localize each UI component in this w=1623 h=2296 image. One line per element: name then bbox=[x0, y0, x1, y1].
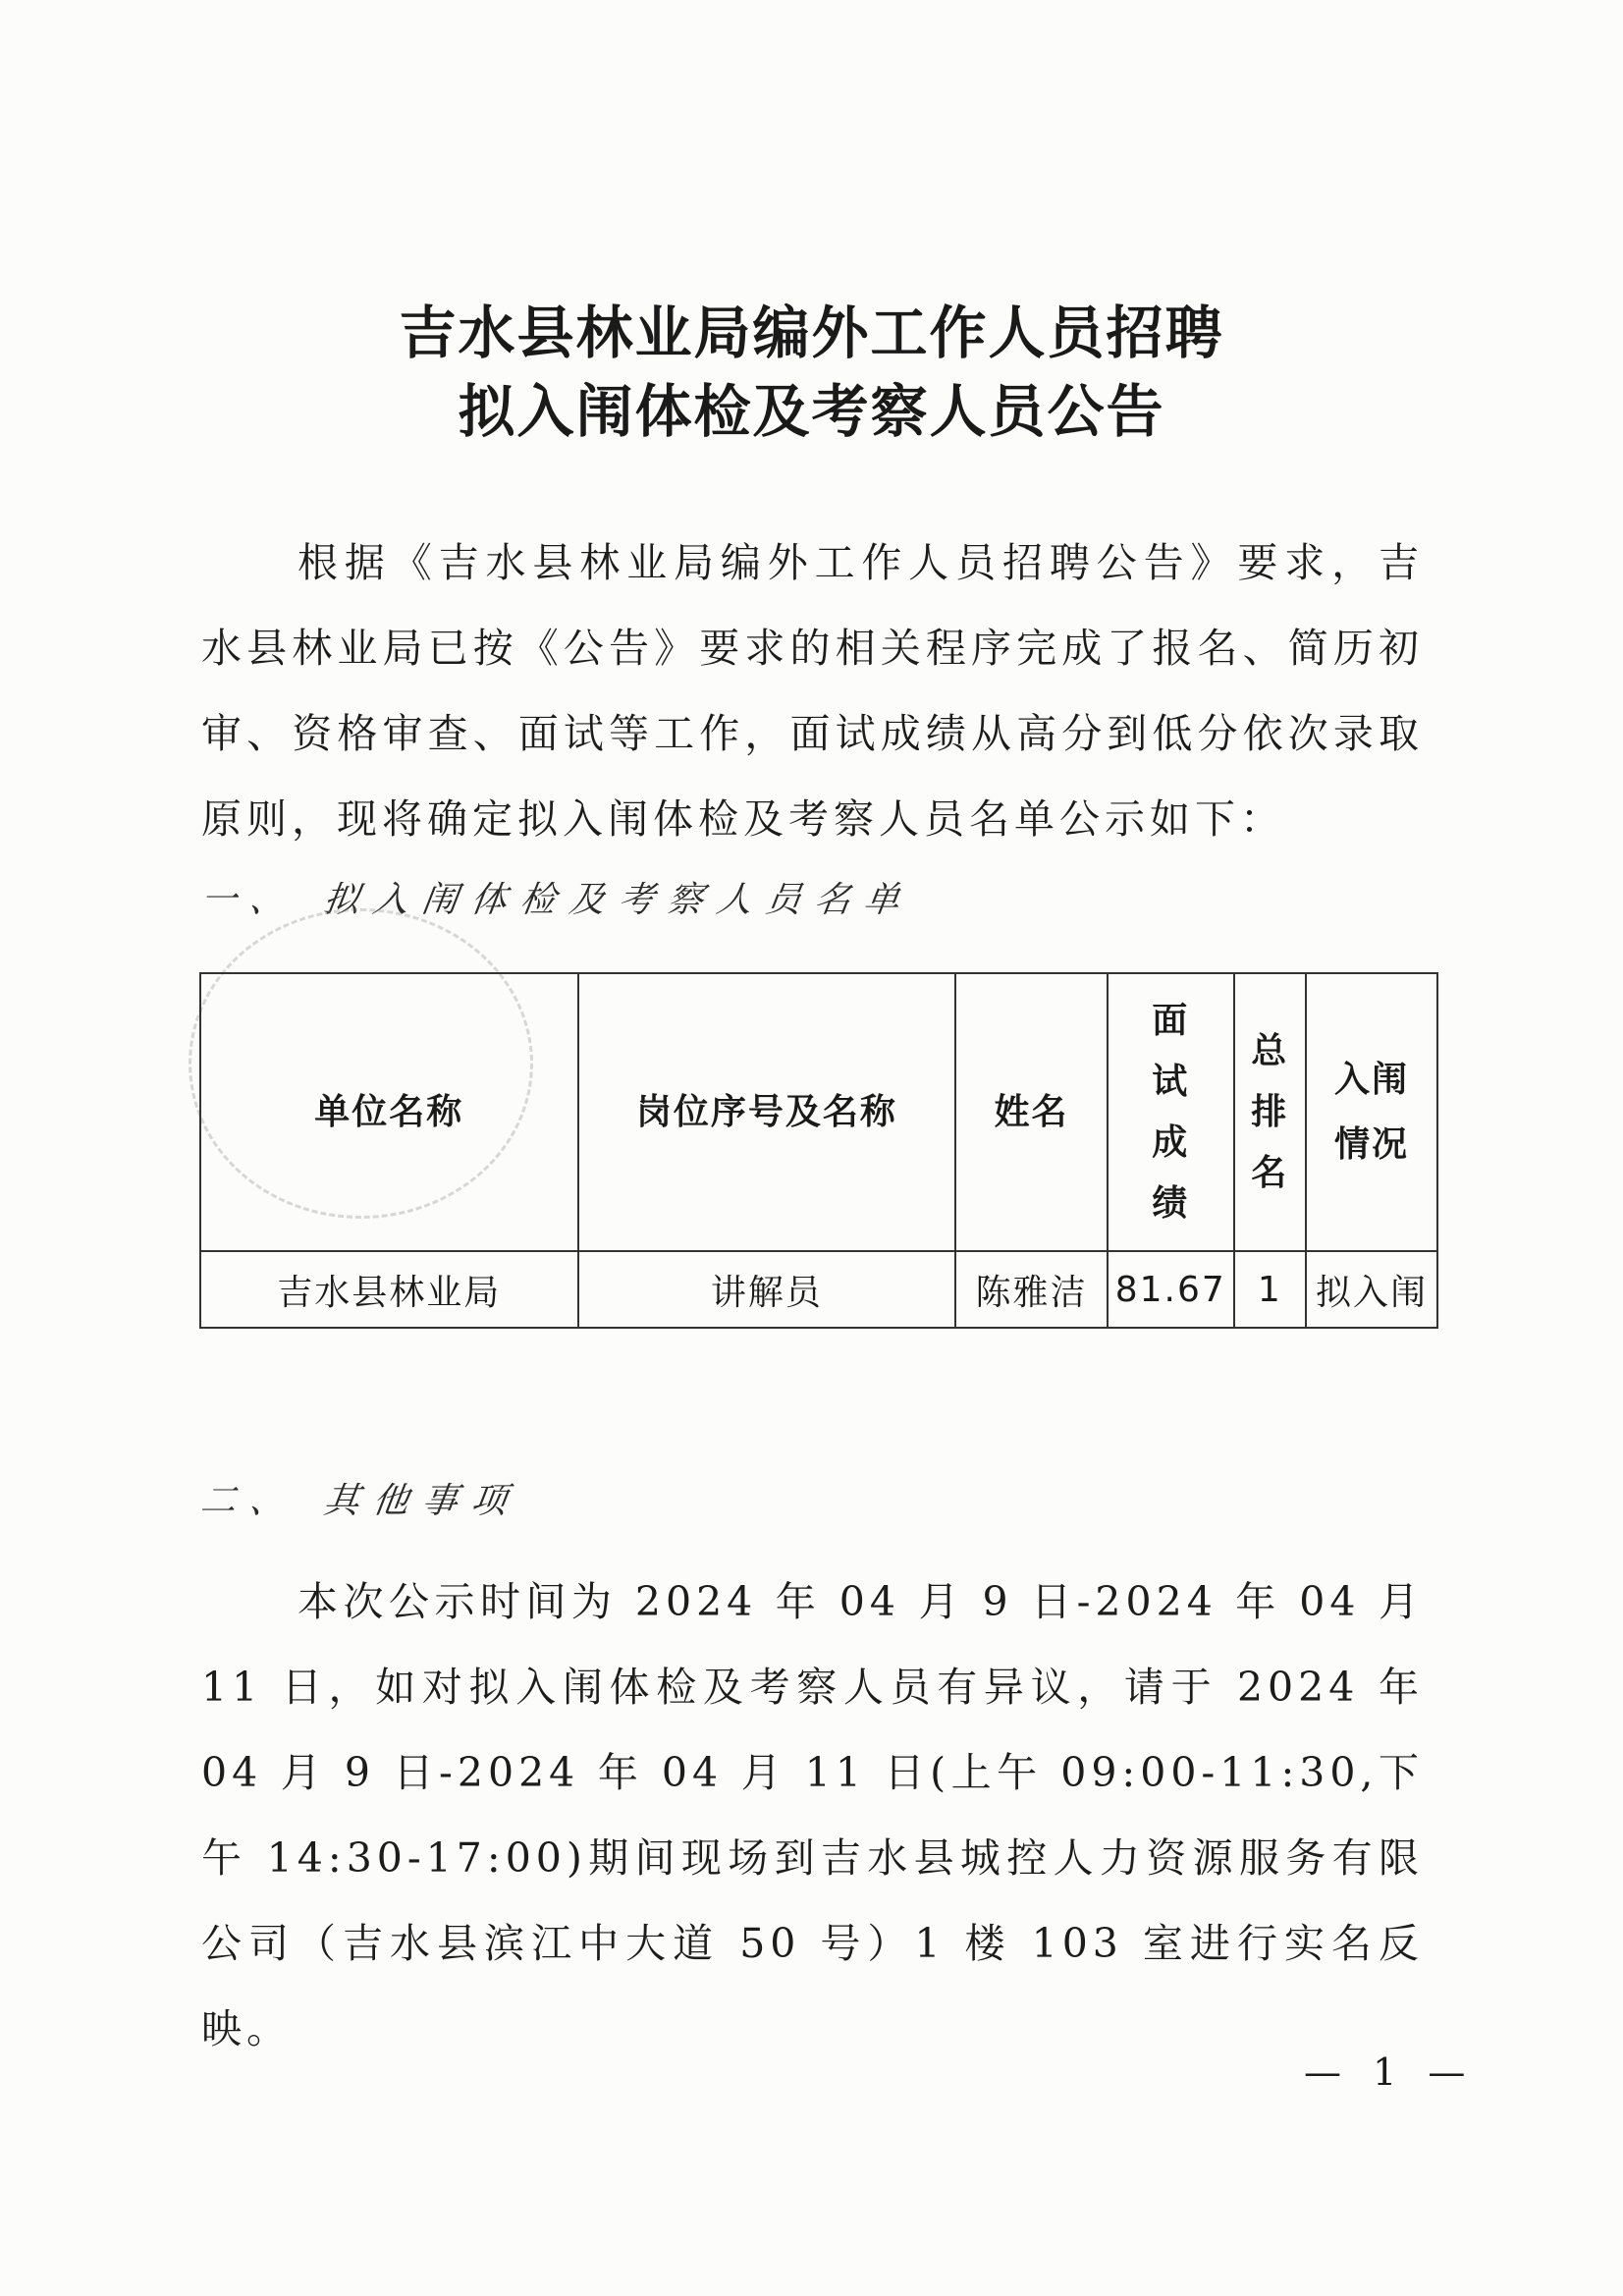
header-position: 岗位序号及名称 bbox=[578, 973, 956, 1251]
intro-paragraph: 根据《吉水县林业局编外工作人员招聘公告》要求，吉水县林业局已按《公告》要求的相关程序完成了报名、简历初审、资格审查、面试等工作，面试成绩从高分到低分依次录取原则，现将确定拟入闱体检及考察人员名单公示如下： bbox=[201, 539, 1424, 843]
notice-paragraph: 本次公示时间为 2024 年 04 月 9 日-2024 年 04 月 11 日，如对拟入闱体检及考察人员有异议，请于 2024 年 04 月 9 日-2024 年 04 月 11 日(上午 09:00-11:30,下午 14:30-17:00)期间现场到吉水县城控人力资源服务有限公司（吉水县滨江中大道 50 号）1 楼 103 室进行实名反映。 bbox=[201, 1578, 1424, 2052]
header-status: 入闱情况 bbox=[1306, 973, 1437, 1251]
cell-score: 81.67 bbox=[1108, 1251, 1234, 1328]
cell-position: 讲解员 bbox=[578, 1251, 956, 1328]
document-title-line2: 拟入闱体检及考察人员公告 bbox=[458, 378, 1165, 445]
section1-heading-handwritten: 一、 拟入闱体检及考察人员名单 bbox=[197, 880, 916, 920]
header-unit: 单位名称 bbox=[200, 973, 578, 1251]
table-header-row bbox=[200, 973, 1437, 1251]
section2-heading-handwritten: 二、 其他事项 bbox=[197, 1481, 523, 1521]
cell-name: 陈雅洁 bbox=[955, 1251, 1108, 1328]
header-name: 姓名 bbox=[955, 973, 1108, 1251]
page-number: — 1 — bbox=[1304, 2050, 1476, 2094]
header-score: 面试成绩 bbox=[1108, 973, 1234, 1251]
candidate-table bbox=[199, 972, 1438, 1329]
cell-unit: 吉水县林业局 bbox=[200, 1251, 578, 1328]
table-row bbox=[200, 1251, 1437, 1328]
document-title-line1: 吉水县林业局编外工作人员招聘 bbox=[399, 300, 1224, 366]
cell-status: 拟入闱 bbox=[1306, 1251, 1437, 1328]
cell-rank: 1 bbox=[1234, 1251, 1306, 1328]
header-rank: 总排名 bbox=[1234, 973, 1306, 1251]
